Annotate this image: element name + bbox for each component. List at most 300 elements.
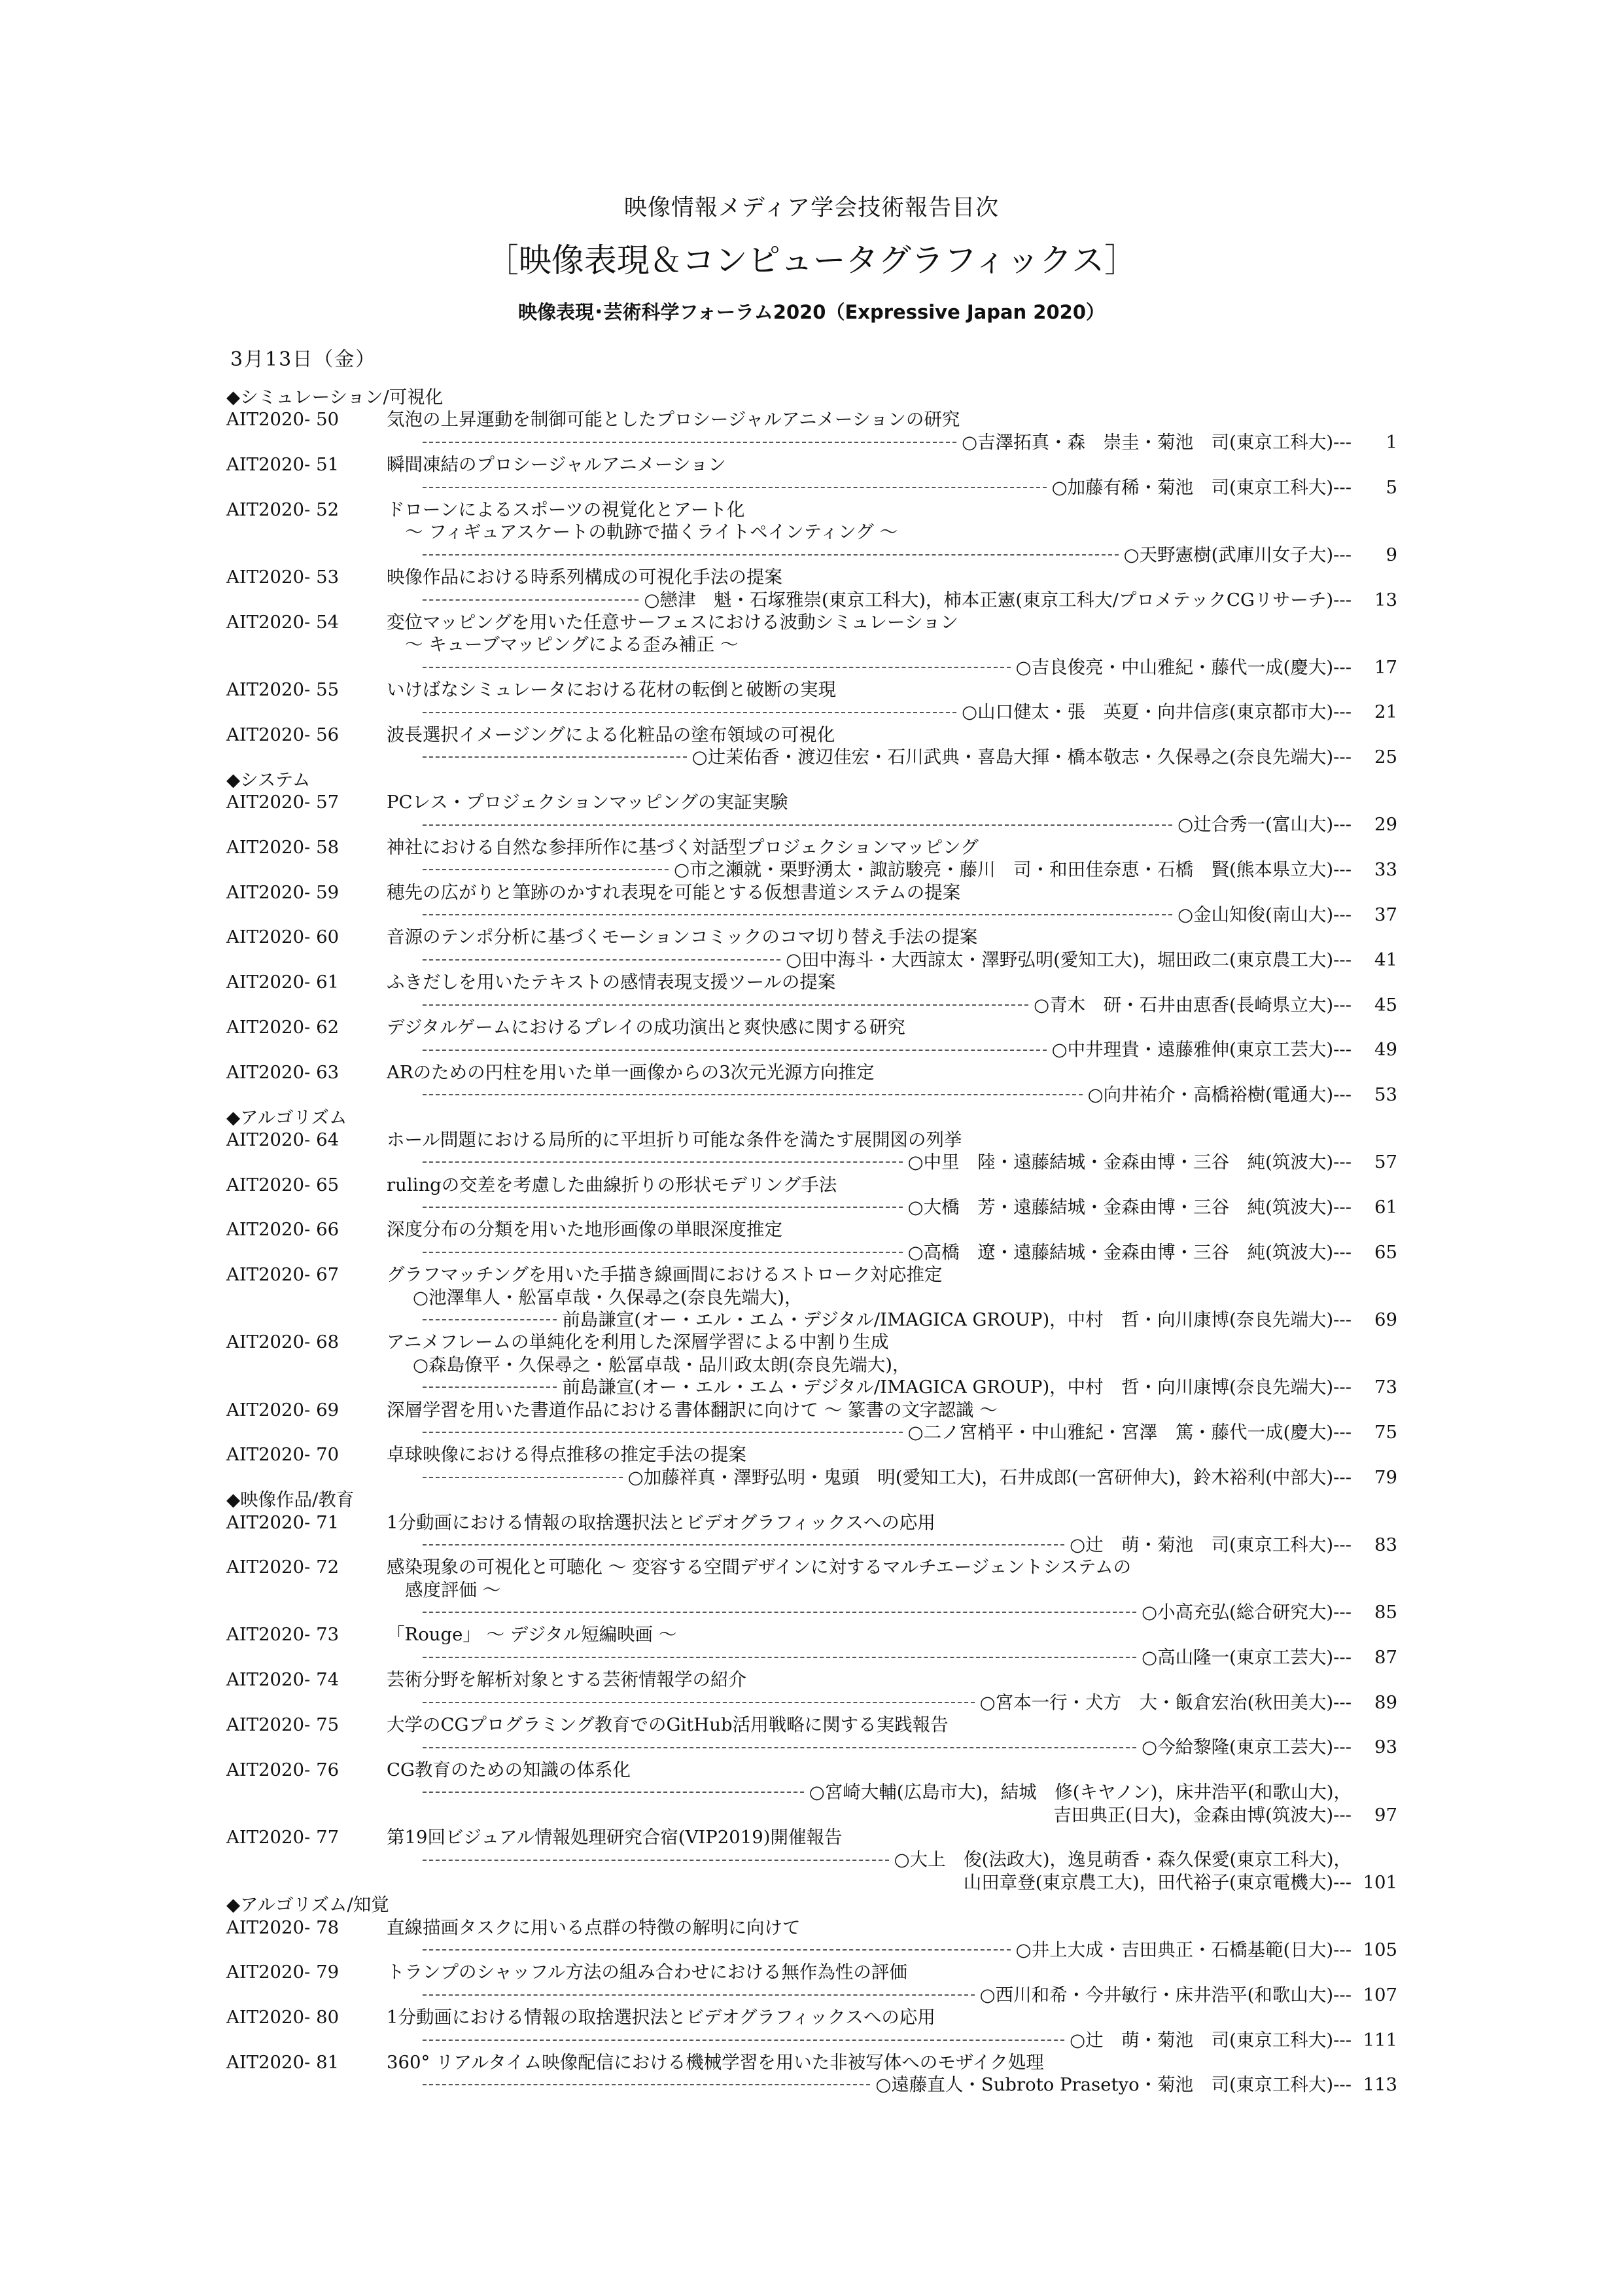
entry-authors-line <box>226 1939 1397 1961</box>
toc-entry <box>226 566 1397 611</box>
page-number: 25 <box>1374 747 1397 768</box>
entry-title: rulingの交差を考慮した曲線折りの形状モデリング手法 <box>387 1174 837 1195</box>
entry-title: 変位マッピングを用いた任意サーフェスにおける波動シミュレーション <box>387 611 958 633</box>
entry-code: AIT2020- 69 <box>226 1399 340 1421</box>
entry-code: AIT2020- 59 <box>226 881 340 903</box>
entry-title-row <box>226 1961 1397 1983</box>
page-number: 85 <box>1374 1602 1397 1623</box>
entry-authors-line <box>226 1534 1397 1556</box>
entry-authors-line <box>226 746 1397 768</box>
entry-title-row <box>226 1016 1397 1038</box>
entry-title: 神社における自然な参拝所作に基づく対話型プロジェクションマッピング <box>387 836 979 858</box>
entry-code: AIT2020- 77 <box>226 1827 340 1848</box>
entry-authors: ○青木 研・石井由恵香(長崎県立大)--- <box>1034 994 1352 1016</box>
leader-line <box>423 1691 1397 1714</box>
entry-authors: ○辻 萌・菊池 司(東京工科大)--- <box>1070 1534 1352 1555</box>
toc-entry <box>226 2051 1397 2096</box>
page-number: 45 <box>1374 994 1397 1016</box>
entry-title: 瞬間凍結のプロシージャルアニメーション <box>387 454 726 476</box>
entry-title: トランプのシャッフル方法の組み合わせにおける無作為性の評価 <box>387 1962 907 1983</box>
entry-title-row <box>226 1556 1397 1578</box>
toc-entry <box>226 1399 1397 1444</box>
entry-code: AIT2020- 56 <box>226 724 340 745</box>
toc-entry <box>226 408 1397 453</box>
leader-line <box>423 1534 1397 1556</box>
entry-title-row <box>226 1916 1397 1939</box>
dash-leader <box>423 1747 1136 1748</box>
entry-title: 卓球映像における得点推移の推定手法の提案 <box>387 1444 746 1466</box>
entry-authors: ○辻茉佑香・渡辺佳宏・石川武典・喜島大揮・橋本敬志・久保尋之(奈良先端大)--- <box>691 747 1352 768</box>
page-number: 17 <box>1374 656 1397 678</box>
entry-code: AIT2020- 75 <box>226 1714 340 1736</box>
entry-title-row <box>226 679 1397 701</box>
entry-authors-line <box>226 476 1397 499</box>
toc-entry <box>226 1174 1397 1219</box>
page-number: 65 <box>1374 1241 1397 1263</box>
entry-authors: 前島謙宣(オー・エル・エム・デジタル/IMAGICA GROUP)，中村 哲・向川康博(奈良先端大)--- <box>562 1377 1352 1398</box>
toc-entry <box>226 1961 1397 2006</box>
entry-authors-line <box>226 1038 1397 1061</box>
entry-title: デジタルゲームにおけるプレイの成功演出と爽快感に関する研究 <box>387 1016 905 1038</box>
entry-authors: ○向井祐介・高橋裕樹(電通大)--- <box>1087 1084 1352 1106</box>
entry-code: AIT2020- 53 <box>226 567 340 588</box>
toc-entry <box>226 926 1397 971</box>
entry-authors: ○金山知俊(南山大)--- <box>1178 904 1352 925</box>
entry-title-row <box>226 1511 1397 1534</box>
entry-title: 気泡の上昇運動を制御可能としたプロシージャルアニメーションの研究 <box>387 409 960 431</box>
dash-leader <box>423 824 1172 826</box>
leader-line <box>423 1804 1397 1826</box>
entry-authors: ○宮崎大輔(広島市大)，結城 修(キヤノン)，床井浩平(和歌山大)， <box>809 1782 1352 1803</box>
entry-title: ARのための円柱を用いた単一画像からの3次元光源方向推定 <box>387 1061 875 1083</box>
leader-line <box>423 1646 1397 1669</box>
entry-title-row <box>226 1061 1397 1084</box>
page-number: 113 <box>1363 2074 1397 2096</box>
entry-authors: ○市之瀬就・栗野湧太・諏訪駿亮・藤川 司・和田佳奈恵・石橋 賢(熊本県立大)--- <box>674 859 1352 881</box>
entry-title-row <box>226 408 1397 431</box>
entry-title-row <box>226 1218 1397 1241</box>
entry-title: ふきだしを用いたテキストの感情表現支援ツールの提案 <box>387 972 836 993</box>
entry-title: 感度評価 ～ <box>405 1579 501 1600</box>
entry-code: AIT2020- 72 <box>226 1557 340 1578</box>
page-number: 105 <box>1363 1939 1397 1960</box>
leader-line <box>423 1376 1397 1398</box>
entry-title-row <box>226 521 1397 543</box>
leader-line <box>423 949 1397 971</box>
entry-title: 360° リアルタイム映像配信における機械学習を用いた非被写体へのモザイク処理 <box>387 2051 1044 2073</box>
section-heading: ◆システム <box>226 769 311 790</box>
entry-code: AIT2020- 73 <box>226 1624 340 1646</box>
entry-code: AIT2020- 78 <box>226 1916 340 1938</box>
entry-title: 波長選択イメージングによる化粧品の塗布領域の可視化 <box>387 724 835 745</box>
toc-entry <box>226 724 1397 769</box>
page-number: 75 <box>1374 1421 1397 1443</box>
subtitle-text: 映像表現＆コンピュータグラフィックス <box>518 241 1105 279</box>
entry-code: AIT2020- 60 <box>226 927 340 948</box>
toc-entry <box>226 679 1397 724</box>
entry-authors-line <box>226 701 1397 723</box>
page-number: 9 <box>1386 544 1397 565</box>
entry-authors-line <box>226 1466 1397 1489</box>
entry-title: 映像作品における時系列構成の可視化手法の提案 <box>387 567 782 588</box>
entry-authors-line <box>226 1376 1397 1398</box>
page-number: 89 <box>1374 1691 1397 1713</box>
entry-code: AIT2020- 67 <box>226 1264 340 1286</box>
entry-authors-line <box>226 2029 1397 2051</box>
entry-title: 「Rouge」 ～ デジタル短編映画 ～ <box>387 1624 677 1646</box>
table-of-contents <box>226 386 1397 2096</box>
entry-authors-line <box>226 858 1397 881</box>
toc-entry <box>226 2006 1397 2051</box>
leader-line <box>423 476 1397 499</box>
entry-authors: ○西川和希・今井敏行・床井浩平(和歌山大)--- <box>979 1984 1352 2005</box>
page-number: 57 <box>1374 1152 1397 1173</box>
leader-line <box>423 1084 1397 1106</box>
entry-code: AIT2020- 79 <box>226 1962 340 1983</box>
entry-authors: ○遠藤直人・Subroto Prasetyo・菊池 司(東京工科大)--- <box>875 2074 1352 2096</box>
entry-title-row <box>226 499 1397 521</box>
bracket-left: ［ <box>485 241 519 279</box>
leader-line <box>423 2074 1397 2096</box>
entry-code <box>226 1579 387 1601</box>
dash-leader <box>423 959 780 961</box>
entry-title-row <box>226 791 1397 813</box>
dash-leader <box>423 1994 975 1996</box>
entry-code: AIT2020- 65 <box>226 1174 340 1195</box>
dash-leader <box>423 756 687 758</box>
toc-entry <box>226 1916 1397 1962</box>
dash-leader <box>423 2040 1064 2041</box>
leader-line <box>423 1781 1397 1803</box>
entry-code: AIT2020- 74 <box>226 1669 340 1691</box>
entry-authors: ○高橋 遼・遠藤結城・金森由博・三谷 純(筑波大)--- <box>907 1241 1352 1263</box>
toc-entry <box>226 611 1397 679</box>
entry-title-row <box>226 611 1397 633</box>
entry-code: AIT2020- 64 <box>226 1129 340 1150</box>
entry-authors-line <box>226 1848 1397 1871</box>
entry-title-row <box>226 926 1397 948</box>
entry-authors-line <box>226 1241 1397 1263</box>
toc-entry <box>226 971 1397 1016</box>
leader-line <box>423 858 1397 881</box>
entry-authors-line <box>226 994 1397 1016</box>
dash-leader <box>423 1612 1136 1613</box>
page-number: 93 <box>1374 1737 1397 1758</box>
dash-leader <box>423 1657 1136 1658</box>
dash-leader <box>423 1386 557 1388</box>
entry-title: ～ フィギュアスケートの軌跡で描くライトペインティング ～ <box>405 521 898 543</box>
page-number: 53 <box>1374 1084 1397 1106</box>
entry-code: AIT2020- 50 <box>226 409 340 431</box>
entry-authors: ○池澤隼人・舩冨卓哉・久保尋之(奈良先端大)， <box>413 1286 803 1308</box>
dash-leader <box>423 554 1119 556</box>
entry-code: AIT2020- 55 <box>226 679 340 701</box>
dash-leader <box>423 1319 557 1320</box>
page-number: 41 <box>1374 949 1397 970</box>
entry-code: AIT2020- 71 <box>226 1511 340 1533</box>
toc-entry <box>226 1669 1397 1714</box>
entry-title-row <box>226 971 1397 993</box>
entry-authors-line <box>226 1084 1397 1106</box>
entry-authors-line <box>226 656 1397 679</box>
section-heading: ◆アルゴリズム <box>226 1106 347 1128</box>
entry-authors-line <box>226 1804 1397 1826</box>
dash-leader <box>423 667 1011 668</box>
dash-leader <box>423 914 1172 915</box>
dash-leader <box>423 2084 870 2085</box>
entry-code <box>226 633 387 656</box>
entry-code <box>226 521 387 543</box>
entry-title: いけばなシミュレータにおける花材の転倒と破断の実現 <box>387 679 836 701</box>
dash-leader <box>423 869 669 870</box>
section-heading: ◆映像作品/教育 <box>226 1489 355 1511</box>
dash-leader <box>423 1207 903 1208</box>
entry-authors: ○加藤有稀・菊池 司(東京工科大)--- <box>1051 476 1352 498</box>
leader-line <box>423 1736 1397 1758</box>
entry-title: ドローンによるスポーツの視覚化とアート化 <box>387 499 745 520</box>
entry-authors-line <box>226 1646 1397 1669</box>
page-number: 111 <box>1363 2029 1397 2051</box>
entry-code: AIT2020- 70 <box>226 1444 340 1466</box>
toc-entry <box>226 836 1397 881</box>
dash-leader <box>423 1050 1047 1051</box>
entry-title-row <box>226 453 1397 476</box>
entry-authors-line <box>226 431 1397 453</box>
entry-code: AIT2020- 62 <box>226 1016 340 1038</box>
entry-code: AIT2020- 68 <box>226 1332 340 1353</box>
entry-authors: ○天野憲樹(武庫川女子大)--- <box>1123 544 1352 565</box>
dash-leader <box>423 1432 903 1433</box>
session-date: 3月13日（金） <box>230 348 377 371</box>
page-number: 61 <box>1374 1197 1397 1218</box>
leader-line <box>423 1466 1397 1489</box>
page-number: 37 <box>1374 904 1397 925</box>
entry-title: ホール問題における局所的に平坦折り可能な条件を満たす展開図の列挙 <box>387 1129 962 1150</box>
leader-line <box>423 1309 1397 1331</box>
toc-entry <box>226 791 1397 836</box>
dash-leader <box>423 1477 623 1478</box>
leader-line <box>423 746 1397 768</box>
leader-line <box>423 1984 1397 2006</box>
entry-authors: ○田中海斗・大西諒太・澤野弘明(愛知工大)，堀田政二(東京農工大)--- <box>786 949 1352 970</box>
entry-authors: 吉田典正(日大)，金森由博(筑波大)--- <box>1053 1804 1352 1826</box>
entry-code: AIT2020- 52 <box>226 499 340 520</box>
entry-title: 直線描画タスクに用いる点群の特徴の解明に向けて <box>387 1916 801 1938</box>
entry-authors-line <box>226 544 1397 566</box>
leader-line <box>423 1241 1397 1263</box>
leader-line <box>423 1038 1397 1061</box>
leader-line <box>423 904 1397 926</box>
entry-authors: ○辻合秀一(富山大)--- <box>1178 814 1352 836</box>
entry-title-row <box>226 724 1397 746</box>
page-number: 1 <box>1386 431 1397 453</box>
entry-authors-line <box>226 1421 1397 1443</box>
page-number: 79 <box>1374 1466 1397 1488</box>
entry-code: AIT2020- 54 <box>226 611 340 633</box>
entry-authors-line <box>226 1151 1397 1173</box>
entry-title-row <box>226 1714 1397 1736</box>
page-number: 101 <box>1363 1871 1397 1893</box>
page-number: 33 <box>1374 859 1397 881</box>
entry-title: 感染現象の可視化と可聴化 ～ 変容する空間デザインに対するマルチエージェントシステムの <box>387 1557 1132 1578</box>
toc-entry <box>226 499 1397 566</box>
leader-line <box>423 589 1397 611</box>
entry-title-row <box>226 1669 1397 1691</box>
entry-authors: ○吉澤拓真・森 崇圭・菊池 司(東京工科大)--- <box>962 431 1352 453</box>
entry-title-row <box>226 836 1397 858</box>
entry-authors: ○井上大成・吉田典正・石橋基範(日大)--- <box>1015 1939 1352 1960</box>
entry-authors-line <box>226 813 1397 836</box>
entry-authors-line <box>226 1871 1397 1894</box>
entry-title: 深度分布の分類を用いた地形画像の単眼深度推定 <box>387 1219 782 1241</box>
entry-title: アニメフレームの単純化を利用した深層学習による中割り生成 <box>387 1332 889 1353</box>
entry-authors: ○加藤祥真・澤野弘明・鬼頭 明(愛知工大)，石井成郎(一宮研伸大)，鈴木裕利(中部大)--- <box>627 1466 1352 1488</box>
page-number: 97 <box>1374 1804 1397 1826</box>
toc-entry <box>226 1443 1397 1489</box>
page-number: 69 <box>1374 1309 1397 1331</box>
entry-authors: ○宮本一行・犬方 大・飯倉宏治(秋田美大)--- <box>979 1691 1352 1713</box>
entry-title: 穂先の広がりと筆跡のかすれ表現を可能とする仮想書道システムの提案 <box>387 881 961 903</box>
entry-title-row <box>226 566 1397 588</box>
dash-leader <box>423 1860 889 1861</box>
section-heading: ◆シミュレーション/可視化 <box>226 387 444 408</box>
entry-code: AIT2020- 66 <box>226 1219 340 1241</box>
leader-line <box>423 431 1397 453</box>
dash-leader <box>423 487 1047 488</box>
entry-authors: ○大上 俊(法政大)，逸見萌香・森久保愛(東京工科大)， <box>894 1849 1352 1871</box>
leader-line <box>423 1196 1397 1218</box>
entry-authors: ○吉良俊亮・中山雅紀・藤代一成(慶大)--- <box>1015 656 1352 678</box>
entry-authors: ○辻 萌・菊池 司(東京工科大)--- <box>1070 2029 1352 2051</box>
leader-line <box>423 813 1397 836</box>
leader-line <box>423 656 1397 679</box>
entry-code: AIT2020- 58 <box>226 836 340 858</box>
page-number: 83 <box>1374 1534 1397 1555</box>
leader-line <box>423 994 1397 1016</box>
entry-title: CG教育のための知識の体系化 <box>387 1759 631 1780</box>
toc-entry <box>226 1623 1397 1669</box>
entry-title-row <box>226 1826 1397 1848</box>
entry-authors: ○今給黎隆(東京工芸大)--- <box>1142 1737 1352 1758</box>
entry-authors-line <box>226 2074 1397 2096</box>
entry-authors-line <box>226 1196 1397 1218</box>
leader-line <box>423 544 1397 566</box>
leader-line <box>423 1601 1397 1623</box>
leader-line <box>423 1848 1397 1871</box>
entry-authors-line <box>226 1984 1397 2006</box>
dash-leader <box>423 1161 903 1163</box>
entry-title: 大学のCGプログラミング教育でのGitHub活用戦略に関する実践報告 <box>387 1714 949 1736</box>
entry-authors-line <box>226 1309 1397 1331</box>
entry-title: 1分動画における情報の取捨選択法とビデオグラフィックスへの応用 <box>387 2007 935 2028</box>
leader-line <box>423 2029 1397 2051</box>
entry-authors: ○森島僚平・久保尋之・舩冨卓哉・品川政太朗(奈良先端大)， <box>413 1354 911 1375</box>
entry-code: AIT2020- 61 <box>226 972 340 993</box>
entry-authors: ○中井理貴・遠藤雅伸(東京工芸大)--- <box>1051 1039 1352 1061</box>
toc-entry <box>226 1263 1397 1331</box>
entry-code: AIT2020- 57 <box>226 792 340 813</box>
leader-line <box>423 1421 1397 1443</box>
toc-entry <box>226 1714 1397 1759</box>
entry-title-row <box>226 1129 1397 1151</box>
entry-code: AIT2020- 80 <box>226 2007 340 2028</box>
entry-authors: 前島謙宣(オー・エル・エム・デジタル/IMAGICA GROUP)，中村 哲・向川康博(奈良先端大)--- <box>562 1309 1352 1331</box>
toc-entry <box>226 1218 1397 1263</box>
entry-title: 芸術分野を解析対象とする芸術情報学の紹介 <box>387 1669 746 1691</box>
entry-title-row <box>226 1399 1397 1421</box>
entry-title-row <box>226 1174 1397 1196</box>
entry-code: AIT2020- 51 <box>226 454 340 476</box>
entry-authors: ○中里 陸・遠藤結城・金森由博・三谷 純(筑波大)--- <box>907 1152 1352 1173</box>
page-number: 21 <box>1374 701 1397 723</box>
bracket-right: ］ <box>1104 241 1138 279</box>
entry-title-row <box>226 1759 1397 1781</box>
dash-leader <box>423 1004 1028 1006</box>
entry-title: 深層学習を用いた書道作品における書体翻訳に向けて ～ 篆書の文字認識 ～ <box>387 1399 998 1421</box>
dash-leader <box>423 599 638 601</box>
doc-subtitle <box>0 234 1623 281</box>
entry-title-row <box>226 881 1397 904</box>
toc-entry <box>226 1556 1397 1623</box>
dash-leader <box>423 1252 903 1253</box>
page-number: 87 <box>1374 1646 1397 1668</box>
toc-entry <box>226 1061 1397 1106</box>
toc-entry <box>226 1129 1397 1174</box>
entry-code: AIT2020- 81 <box>226 2051 340 2073</box>
entry-authors: ○山口健太・張 英夏・向井信彦(東京都市大)--- <box>962 701 1352 723</box>
entry-code: AIT2020- 63 <box>226 1061 340 1083</box>
toc-entry <box>226 1331 1397 1398</box>
entry-authors-line <box>226 949 1397 971</box>
entry-title: グラフマッチングを用いた手描き線画間におけるストローク対応推定 <box>387 1264 943 1286</box>
entry-title: ～ キューブマッピングによる歪み補正 ～ <box>405 634 739 656</box>
dash-leader <box>423 1949 1011 1951</box>
entry-authors: ○高山隆一(東京工芸大)--- <box>1142 1646 1352 1668</box>
dash-leader <box>423 442 956 443</box>
entry-authors: ○戀津 魁・石塚雅崇(東京工科大)，柿本正憲(東京工科大/プロメテックCGリサーチ)--- <box>644 589 1352 610</box>
entry-authors: ○二ノ宮梢平・中山雅紀・宮澤 篤・藤代一成(慶大)--- <box>907 1421 1352 1443</box>
page-number: 13 <box>1374 589 1397 610</box>
entry-title-row <box>226 1579 1397 1601</box>
entry-title: 第19回ビジュアル情報処理研究合宿(VIP2019)開催報告 <box>387 1827 843 1848</box>
dash-leader <box>423 712 956 713</box>
toc-entry <box>226 881 1397 927</box>
entry-title-row <box>226 1443 1397 1466</box>
forum-name: 映像表現･芸術科学フォーラム2020（Expressive Japan 2020） <box>518 301 1105 323</box>
dash-leader <box>423 1094 1083 1095</box>
page-number: 73 <box>1374 1377 1397 1398</box>
page-number: 29 <box>1374 814 1397 836</box>
page-number: 49 <box>1374 1039 1397 1061</box>
toc-entry <box>226 453 1397 499</box>
toc-entry <box>226 1016 1397 1061</box>
entry-title-row <box>226 2006 1397 2028</box>
leader-line <box>423 701 1397 723</box>
leader-line <box>423 1939 1397 1961</box>
dash-leader <box>423 1702 975 1703</box>
entry-authors-line <box>226 1736 1397 1758</box>
toc-entry <box>226 1511 1397 1557</box>
page-number: 5 <box>1386 476 1397 498</box>
entry-title-row <box>226 1623 1397 1646</box>
entry-title: 1分動画における情報の取捨選択法とビデオグラフィックスへの応用 <box>387 1511 935 1533</box>
toc-entry <box>226 1759 1397 1826</box>
entry-authors-line <box>226 904 1397 926</box>
dash-leader <box>423 1792 804 1793</box>
dash-leader <box>423 1544 1064 1545</box>
page-number: 107 <box>1363 1984 1397 2005</box>
entry-title-row <box>226 633 1397 656</box>
